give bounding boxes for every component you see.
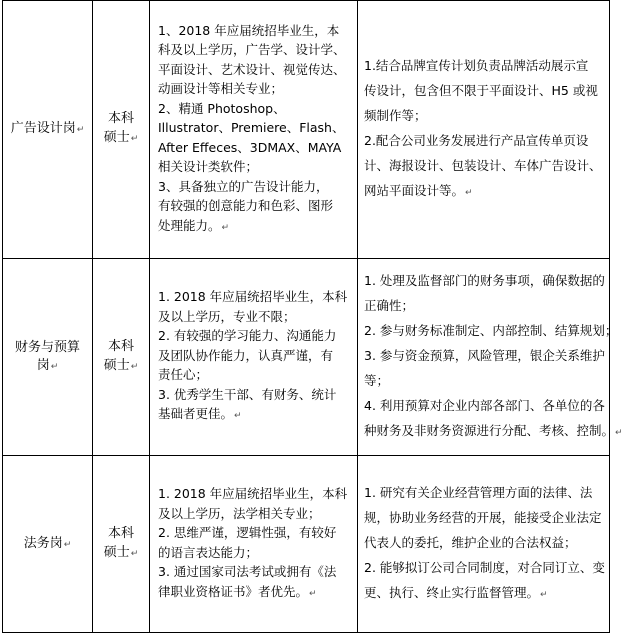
degree-line: 本科	[107, 339, 134, 355]
duty-line: 4. 利用预算对企业内部各部门、各单位的各	[364, 398, 605, 414]
requirement-line: 处理能力。↵	[158, 217, 230, 233]
requirement-line: 科及以上学历，广告学、设计学、	[158, 42, 346, 58]
duty-line: 1. 处理及监督部门的财务事项，确保数据的	[364, 273, 605, 289]
requirement-line: 有较强的创意能力和色彩、图形	[158, 198, 334, 214]
paragraph-mark-icon: ↵	[50, 361, 59, 372]
duty-line: 更、执行、终止实行监督管理。↵	[364, 585, 548, 601]
requirement-line: 3. 优秀学生干部、有财务、统计	[158, 386, 337, 402]
requirement-line: After Effeces、3DMAX、MAYA	[158, 139, 342, 155]
duty-line: 规，协助业务经营的开展，能接受企业法定	[364, 510, 602, 526]
requirement-line: 及团队协作能力，认真严谨，有	[158, 347, 334, 363]
requirement-line: 基础者更佳。↵	[158, 406, 242, 422]
table-body	[3, 1, 623, 633]
paragraph-mark-icon: ↵	[309, 588, 317, 599]
requirements-cell	[150, 1, 358, 259]
requirement-line: 2. 思维严谨，逻辑性强，有较好	[158, 525, 337, 541]
degree-cell	[93, 456, 150, 633]
duty-line: 正确性；	[364, 298, 415, 314]
position-line: 广告设计岗↵	[10, 120, 85, 136]
duty-line: 网站平面设计等。↵	[364, 182, 473, 198]
requirements-cell	[150, 258, 358, 456]
requirement-line: 2. 有较强的学习能力、沟通能力	[158, 328, 337, 344]
duties-cell	[358, 456, 610, 633]
position-cell	[3, 456, 93, 633]
duty-line: 2. 参与财务标准制定、内部控制、结算规划；	[364, 323, 618, 339]
degree-line: 硕士↵	[103, 358, 139, 374]
degree-cell	[93, 258, 150, 456]
duty-line: 2.配合公司业务发展进行产品宣传单页设	[364, 132, 589, 148]
requirement-line: 3、具备独立的广告设计能力，	[158, 178, 329, 194]
requirement-line: 1. 2018 年应届统招毕业生，本科	[158, 486, 348, 502]
requirement-line: 平面设计、艺术设计、视觉传达、	[158, 61, 346, 77]
position-cell	[3, 258, 93, 456]
requirement-line: Illustrator、Premiere、Flash、	[158, 120, 345, 136]
requirement-line: 1. 2018 年应届统招毕业生，本科	[158, 289, 348, 305]
duty-line: 种财务及非财务资源进行分配、考核、控制。↵	[364, 423, 623, 439]
requirement-line: 及以上学历，法学相关专业；	[158, 505, 321, 521]
duties-cell	[358, 1, 610, 259]
row-finance-budget	[3, 258, 610, 456]
position-line: 岗↵	[36, 357, 59, 373]
duty-line: 计、海报设计、包装设计、车体广告设计、	[364, 157, 602, 173]
duty-line: 等；	[364, 373, 390, 389]
row-legal	[3, 456, 610, 633]
requirement-line: 相关设计类软件；	[158, 159, 259, 175]
position-line: 财务与预算	[14, 339, 80, 355]
duty-line: 1.结合品牌宣传计划负责品牌活动展示宣	[364, 57, 589, 73]
paragraph-mark-icon: ↵	[540, 590, 548, 601]
duty-line: 代表人的委托，维护企业的合法权益；	[364, 535, 577, 551]
requirement-line: 及以上学历，专业不限；	[158, 308, 296, 324]
requirement-line: 律职业资格证书》者优先。↵	[158, 583, 317, 599]
duty-line: 2. 能够拟订公司合同制度，对合同订立、变	[364, 560, 605, 576]
paragraph-mark-icon: ↵	[63, 539, 72, 550]
paragraph-mark-icon: ↵	[76, 124, 85, 135]
duty-line: 1. 研究有关企业经营管理方面的法律、法	[364, 485, 593, 501]
degree-line: 本科	[107, 111, 134, 127]
requirement-line: 3. 通过国家司法考试或拥有《法	[158, 564, 337, 580]
duty-line: 频制作等；	[364, 107, 427, 123]
degree-line: 硕士↵	[103, 130, 139, 146]
paragraph-mark-icon: ↵	[221, 222, 230, 233]
requirement-line: 责任心；	[158, 367, 209, 383]
duties-cell	[358, 258, 623, 456]
duty-line: 传设计，包含但不限于平面设计、H5 或视	[364, 82, 598, 98]
degree-cell	[93, 1, 150, 259]
requirement-line: 的语言表达能力；	[158, 544, 259, 560]
requirements-cell	[150, 456, 358, 633]
requirement-line: 动画设计等相关专业；	[158, 81, 284, 97]
paragraph-mark-icon: ↵	[615, 428, 623, 439]
requirement-line: 1、2018 年应届统招毕业生，本	[158, 22, 340, 38]
paragraph-mark-icon: ↵	[130, 362, 139, 373]
position-cell	[3, 1, 93, 259]
paragraph-mark-icon: ↵	[130, 134, 139, 145]
requirement-line: 2、精通 Photoshop、	[158, 100, 286, 116]
paragraph-mark-icon: ↵	[465, 187, 473, 198]
paragraph-mark-icon: ↵	[234, 411, 242, 422]
degree-line: 本科	[107, 526, 134, 542]
position-line: 法务岗↵	[23, 535, 72, 551]
degree-line: 硕士↵	[103, 545, 139, 561]
paragraph-mark-icon: ↵	[130, 549, 139, 560]
recruitment-table	[2, 0, 623, 633]
row-advertising-design	[3, 1, 610, 259]
duty-line: 3. 参与资金预算，风险管理，银企关系维护	[364, 348, 605, 364]
